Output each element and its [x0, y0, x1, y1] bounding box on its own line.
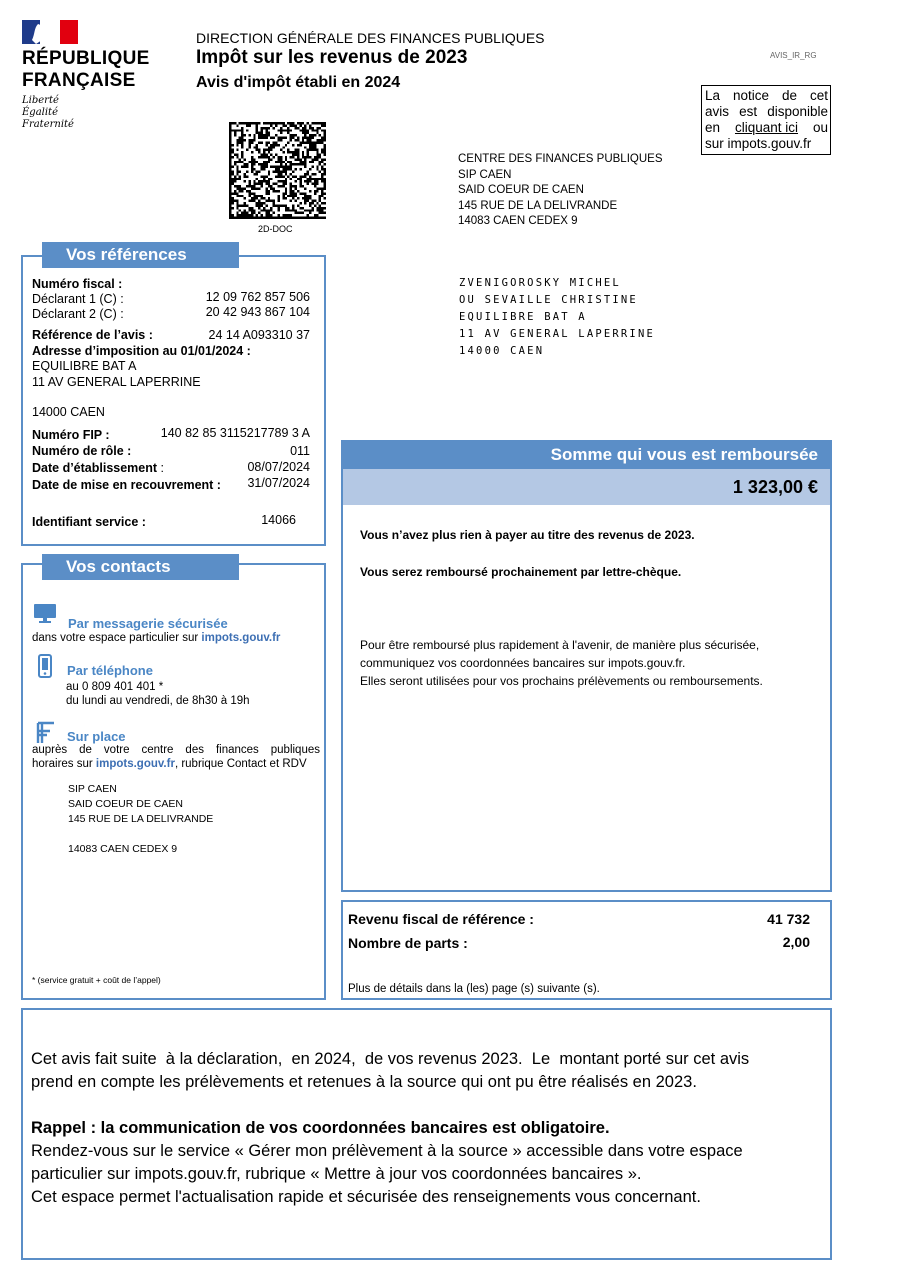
service-value: 14066: [261, 513, 296, 527]
refund-line1: Vous n’avez plus rien à payer au titre des revenus de 2023.: [360, 528, 695, 542]
telephone-line1: au 0 809 401 401 *: [66, 681, 164, 693]
bottom-text: [31, 1048, 829, 1209]
adresse-line1: EQUILIBRE BAT A: [32, 359, 137, 373]
etab-label: Date d’établissement: [32, 461, 158, 475]
place-link[interactable]: impots.gouv.fr: [95, 758, 175, 770]
republique-logo: [22, 20, 152, 138]
bottom-panel: [21, 1008, 832, 1260]
refund-info2: communiquez vos coordonnées bancaires sur impots.gouv.fr.: [360, 656, 686, 670]
parts-value: 2,00: [782, 934, 810, 950]
para2-line1: Rendez-vous sur le service « Gérer mon prélèvement à la source » accessible dans votre espace: [31, 1142, 743, 1160]
place-line2-post: , rubrique Contact et RDV: [174, 758, 307, 770]
rfr-label: Revenu fiscal de référence :: [348, 911, 534, 927]
recipient-line: 11 AV GENERAL LAPERRINE: [459, 328, 655, 340]
declarant2-value: 20 42 943 867 104: [205, 305, 310, 319]
finances-publiques-icon: [35, 721, 57, 745]
recouvrement-label: Date de mise en recouvrement :: [32, 478, 221, 492]
doc-code: AVIS_IR_RG: [770, 51, 817, 60]
revenu-panel: [341, 900, 832, 1000]
place-line2-pre: horaires sur: [32, 758, 93, 770]
fip-label: Numéro FIP :: [32, 428, 110, 442]
refund-panel: [341, 505, 832, 892]
marianne-flag-icon: [22, 20, 78, 44]
motto-fraternite: Fraternité: [22, 119, 74, 130]
role-label: Numéro de rôle :: [32, 444, 132, 458]
notice-line3-post: ou: [812, 120, 828, 135]
para2-line2: particulier sur impots.gouv.fr, rubrique « Mettre à jour vos coordonnées bancaires ».: [31, 1165, 642, 1183]
logo-line2: FRANÇAISE: [22, 70, 136, 91]
refund-title: Somme qui vous est remboursée: [550, 445, 818, 464]
contact-address-line: 14083 CAEN CEDEX 9: [68, 843, 178, 855]
parts-label: Nombre de parts :: [348, 935, 468, 951]
sender-line: CENTRE DES FINANCES PUBLIQUES: [458, 153, 663, 165]
recipient-line: EQUILIBRE BAT A: [459, 311, 587, 323]
place-line2-row: [32, 758, 307, 770]
recipient-line: 14000 CAEN: [459, 345, 545, 357]
phone-icon: [38, 654, 52, 678]
fip-value: 140 82 85 3115217789 3 A: [160, 426, 310, 440]
messagerie-text: dans votre espace particulier sur: [32, 632, 199, 644]
service-label: Identifiant service :: [32, 515, 146, 529]
notice-line1: La notice de cet: [705, 88, 828, 103]
recipient-line: ZVENIGOROSKY MICHEL: [459, 277, 621, 289]
sender-line: SAID COEUR DE CAEN: [458, 184, 584, 196]
declarant1-value: 12 09 762 857 506: [205, 290, 310, 304]
rappel-text: Rappel : la communication de vos coordonnées bancaires est obligatoire.: [31, 1119, 610, 1137]
declarant1-label: Déclarant 1 (C) :: [32, 292, 124, 306]
motto-liberte: Liberté: [22, 95, 59, 106]
notice-line4: sur impots.gouv.fr: [705, 136, 812, 151]
declarant2-label: Déclarant 2 (C) :: [32, 307, 124, 321]
page-title: Impôt sur les revenus de 2023: [196, 47, 468, 68]
etab-row: [32, 461, 164, 475]
qr-label: 2D-DOC: [258, 224, 293, 234]
page-subtitle: Avis d'impôt établi en 2024: [196, 74, 401, 91]
etab-value: 08/07/2024: [247, 460, 310, 474]
motto-egalite: Égalité: [22, 107, 58, 118]
header-direction: DIRECTION GÉNÉRALE DES FINANCES PUBLIQUES: [196, 30, 545, 46]
notice-link[interactable]: cliquant ici: [734, 120, 799, 135]
computer-icon: [33, 603, 57, 625]
place-title: Sur place: [67, 729, 126, 744]
notice-line3-pre: en: [705, 120, 721, 135]
notice-box: [701, 85, 831, 155]
sender-line: 14083 CAEN CEDEX 9: [458, 215, 578, 227]
contact-address: [68, 782, 213, 857]
adresse-label: Adresse d’imposition au 01/01/2024 :: [32, 344, 251, 358]
etab-colon: :: [160, 461, 165, 475]
contact-address-line: SIP CAEN: [68, 783, 117, 795]
qr-code-icon: [229, 122, 326, 219]
contact-address-line: 145 RUE DE LA DELIVRANDE: [68, 813, 214, 825]
refund-line2: Vous serez remboursé prochainement par lettre-chèque.: [360, 565, 682, 579]
notice-line2: avis est disponible: [705, 104, 828, 119]
adresse-line3: 14000 CAEN: [32, 405, 105, 419]
contact-address-line: SAID COEUR DE CAEN: [68, 798, 183, 810]
para1-line2: prend en compte les prélèvements et retenues à la source qui ont pu être réalisés en 2023.: [31, 1073, 697, 1091]
contact-address-line: [68, 827, 213, 842]
recipient-line: OU SEVAILLE CHRISTINE: [459, 294, 638, 306]
telephone-title: Par téléphone: [67, 663, 153, 678]
messagerie-title: Par messagerie sécurisée: [68, 616, 228, 631]
rfr-value: 41 732: [767, 911, 810, 927]
refund-info3: Elles seront utilisées pour vos prochains prélèvements ou remboursements.: [360, 674, 763, 688]
sender-line: SIP CAEN: [458, 168, 512, 181]
details-text: Plus de détails dans la (les) page (s) suivante (s).: [348, 983, 600, 995]
refund-amount-bar: [341, 469, 832, 505]
messagerie-row: [32, 632, 280, 644]
sender-address: [458, 152, 662, 230]
ref-avis-value: 24 14 A093310 37: [208, 328, 310, 342]
place-line1: auprès de votre centre des finances publiques: [32, 744, 320, 756]
refund-title-bar: [341, 440, 832, 469]
para1-line1: Cet avis fait suite à la déclaration, en 2024, de vos revenus 2023. Le montant porté sur cet avis: [31, 1050, 750, 1068]
telephone-line2: du lundi au vendredi, de 8h30 à 19h: [66, 695, 250, 707]
sender-line: 145 RUE DE LA DELIVRANDE: [458, 199, 618, 212]
role-value: 011: [290, 444, 310, 458]
adresse-line2: 11 AV GENERAL LAPERRINE: [32, 375, 201, 389]
ref-avis-label: Référence de l’avis :: [32, 328, 153, 342]
refund-info1: Pour être remboursé plus rapidement à l'avenir, de manière plus sécurisée,: [360, 638, 760, 652]
para2-line3: Cet espace permet l'actualisation rapide et sécurisée des renseignements vous concernant.: [31, 1188, 701, 1206]
contacts-footnote: * (service gratuit + coût de l’appel): [32, 975, 161, 985]
refund-amount: 1 323,00 €: [732, 477, 818, 497]
references-tab: Vos références: [42, 242, 239, 268]
contacts-tab: Vos contacts: [42, 554, 239, 580]
recouvrement-value: 31/07/2024: [247, 476, 310, 490]
recipient-address: [459, 275, 655, 360]
logo-line1: RÉPUBLIQUE: [22, 48, 150, 69]
numero-fiscal-label: Numéro fiscal :: [32, 277, 123, 291]
messagerie-link[interactable]: impots.gouv.fr: [201, 632, 281, 644]
